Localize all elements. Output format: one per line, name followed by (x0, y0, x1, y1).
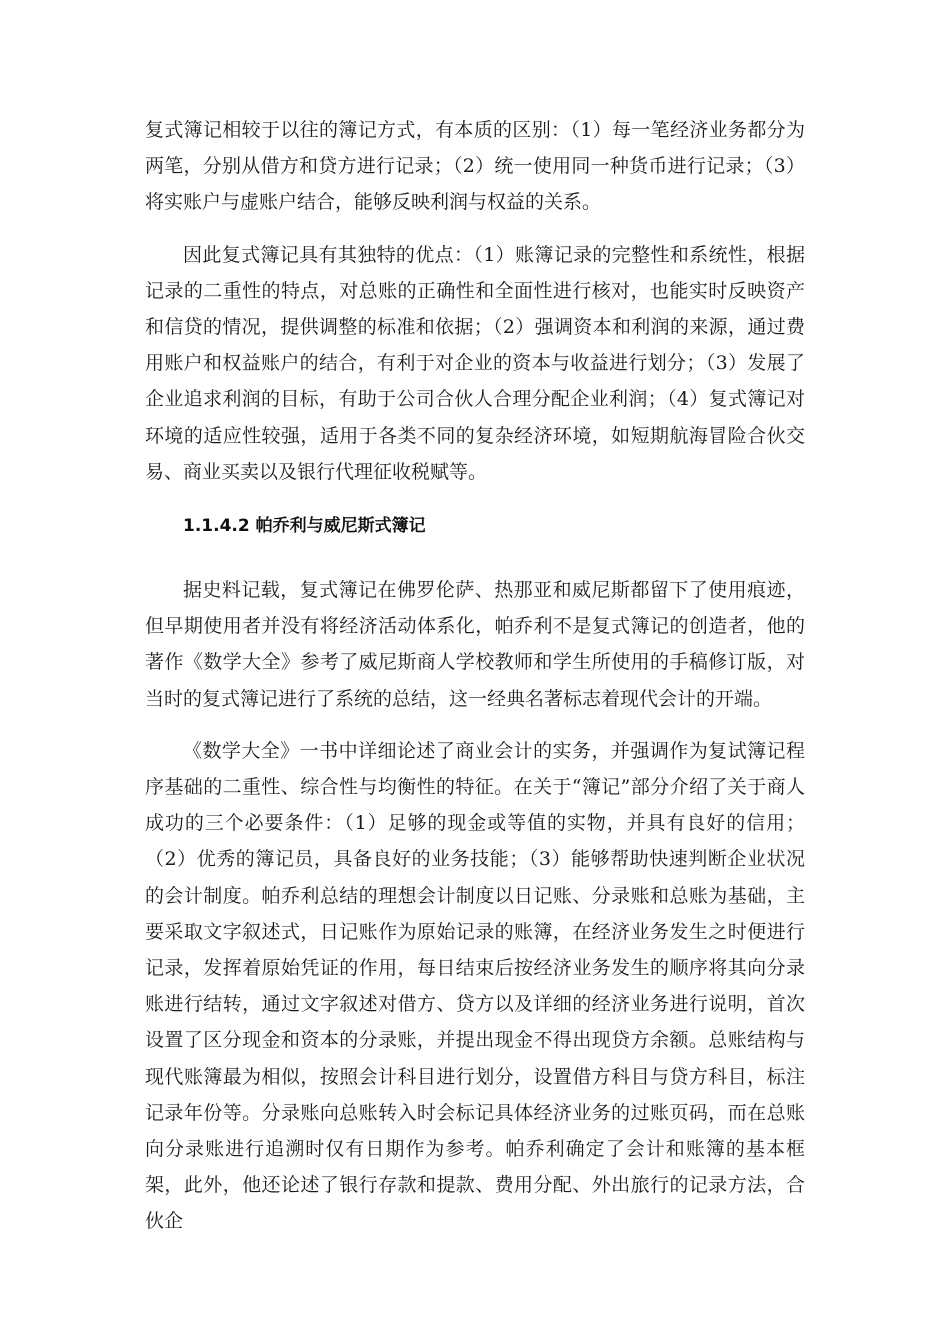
paragraph-double-entry-differences: 复式簿记相较于以往的簿记方式，有本质的区别：（1）每一笔经济业务都分为两笔，分别从借方和贷方进行记录；（2）统一使用同一种货币进行记录；（3）将实账户与虚账户结合，能够反映利润与权益的关系。 (145, 119, 805, 214)
paragraph-summa-details: 《数学大全》一书中详细论述了商业会计的实务，并强调作为复试簿记程序基础的二重性、综合性与均衡性的特征。在关于“簿记”部分介绍了关于商人成功的三个必要条件：（1）足够的现金或等值的实物，并具有良好的信用；（2）优秀的簿记员，具备良好的业务技能；（3）能够帮助快速判断企业状况的会计制度。帕乔利总结的理想会计制度以日记账、分录账和总账为基础，主要采取文字叙述式，日记账作为原始记录的账簿，在经济业务发生之时便进行记录，发挥着原始凭证的作用，每日结束后按经济业务发生的顺序将其向分录账进行结转，通过文字叙述对借方、贷方以及详细的经济业务进行说明，首次设置了区分现金和资本的分录账，并提出现金不得出现贷方余额。总账结构与现代账簿最为相似，按照会计科目进行划分，设置借方科目与贷方科目，标注记录年份等。分录账向总账转入时会标记具体经济业务的过账页码，而在总账向分录账进行追溯时仅有日期作为参考。帕乔利确定了会计和账簿的基本框架，此外，他还论述了银行存款和提款、费用分配、外出旅行的记录方法，合伙企 (145, 739, 805, 1233)
paragraph-historical-records: 据史料记载，复式簿记在佛罗伦萨、热那亚和威尼斯都留下了使用痕迹，但早期使用者并没有将经济活动体系化，帕乔利不是复式簿记的创造者，他的著作《数学大全》参考了威尼斯商人学校教师和学生所使用的手稿修订版，对当时的复式簿记进行了系统的总结，这一经典名著标志着现代会计的开端。 (145, 579, 805, 710)
paragraph-gap (145, 717, 805, 733)
paragraph-double-entry-advantages: 因此复式簿记具有其独特的优点：（1）账簿记录的完整性和系统性，根据记录的二重性的特点，对总账的正确性和全面性进行核对，也能实时反映资产和信贷的情况，提供调整的标准和依据；（2）强调资本和利润的来源，通过费用账户和权益账户的结合，有利于对企业的资本与收益进行划分；（3）发展了企业追求利润的目标，有助于公司合伙人合理分配企业利润；（4）复式簿记对环境的适应性较强，适用于各类不同的复杂经济环境，如短期航海冒险合伙交易、商业买卖以及银行代理征收税赋等。 (145, 243, 805, 483)
paragraph-gap (145, 490, 805, 508)
paragraph-gap (145, 221, 805, 237)
document-page (145, 112, 805, 1240)
section-heading: 1.1.4.2 帕乔利与威尼斯式簿记 (183, 516, 426, 537)
heading-gap (145, 544, 805, 572)
